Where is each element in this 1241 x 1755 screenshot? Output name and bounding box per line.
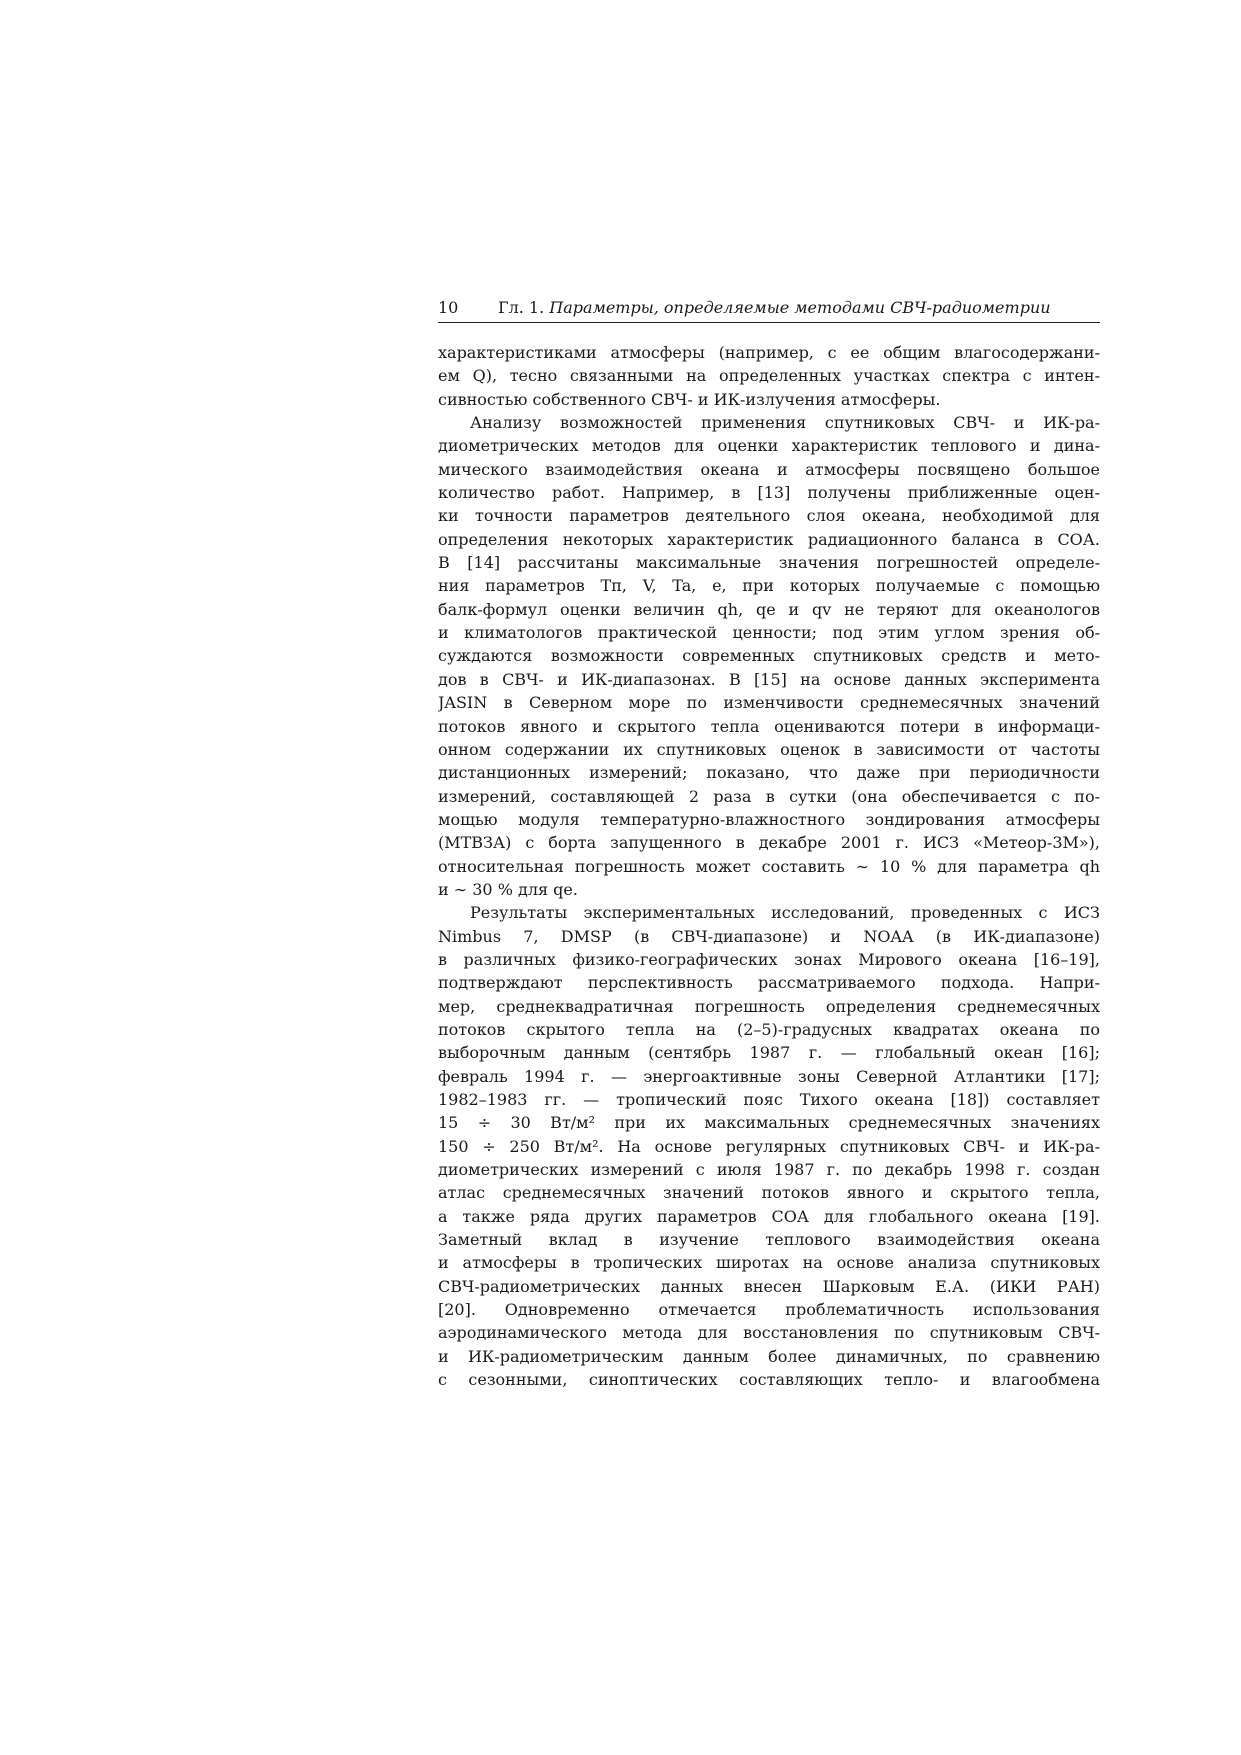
chapter-heading — [498, 296, 1051, 320]
text-line: суждаются возможности современных спутниковых средств и мето- — [438, 646, 1100, 666]
chapter-prefix: Гл. 1. — [498, 298, 545, 317]
text-line: 15 ÷ 30 Вт/м² при их максимальных среднемесячных значениях — [438, 1113, 1100, 1133]
body-text — [438, 341, 1100, 1391]
text-line: СВЧ-радиометрических данных внесен Шарковым Е.А. (ИКИ РАН) — [438, 1276, 1100, 1296]
text-line: 150 ÷ 250 Вт/м². На основе регулярных спутниковых СВЧ- и ИК-ра- — [438, 1136, 1100, 1156]
text-line: потоков скрытого тепла на (2–5)-градусных квадратах океана по — [438, 1019, 1100, 1039]
text-line: диометрических методов для оценки характеристик теплового и дина- — [438, 436, 1100, 456]
text-line: и ИК-радиометрическим данным более динамичных, по сравнению — [438, 1346, 1100, 1366]
text-line: ем Q), тесно связанными на определенных участках спектра с интен- — [438, 366, 1100, 386]
text-line: определения некоторых характеристик радиационного баланса в СОА. — [438, 529, 1100, 549]
paragraph-1 — [438, 341, 1100, 411]
chapter-title: Параметры, определяемые методами СВЧ-радиометрии — [549, 298, 1051, 317]
text-line: ки точности параметров деятельного слоя океана, необходимой для — [438, 506, 1100, 526]
text-line: мощью модуля температурно-влажностного зондирования атмосферы — [438, 809, 1100, 829]
text-line: дистанционных измерений; показано, что даже при периодичности — [438, 763, 1100, 783]
text-line: мического взаимодействия океана и атмосферы посвящено большое — [438, 459, 1100, 479]
text-line: количество работ. Например, в [13] получены приближенные оцен- — [438, 483, 1100, 503]
text-line: относительная погрешность может составить ∼ 10 % для параметра qh — [438, 856, 1100, 876]
text-line: сивностью собственного СВЧ- и ИК-излучения атмосферы. — [438, 389, 941, 409]
book-page — [438, 296, 1100, 1391]
text-line: выборочным данным (сентябрь 1987 г. — глобальный океан [16]; — [438, 1043, 1100, 1063]
text-line: и ∼ 30 % для qe. — [438, 879, 578, 899]
text-line: диометрических измерений с июля 1987 г. по декабрь 1998 г. создан — [438, 1160, 1100, 1180]
text-line: и климатологов практической ценности; под этим углом зрения об- — [438, 623, 1100, 643]
text-line: балк-формул оценки величин qh, qe и qv не теряют для океанологов — [438, 599, 1100, 619]
page-number: 10 — [438, 298, 459, 317]
text-line: характеристиками атмосферы (например, с ее общим влагосодержани- — [438, 343, 1100, 362]
text-line: Анализу возможностей применения спутниковых СВЧ- и ИК-ра- — [470, 413, 1100, 433]
text-line: и атмосферы в тропических широтах на основе анализа спутниковых — [438, 1253, 1100, 1273]
text-line: дов в СВЧ- и ИК-диапазонах. В [15] на основе данных эксперимента — [438, 669, 1100, 689]
text-line: онном содержании их спутниковых оценок в зависимости от частоты — [438, 739, 1100, 759]
text-line: с сезонными, синоптических составляющих тепло- и влагообмена — [438, 1370, 1100, 1390]
paragraph-2 — [438, 411, 1100, 901]
text-line: аэродинамического метода для восстановления по спутниковым СВЧ- — [438, 1323, 1100, 1343]
text-line: февраль 1994 г. — энергоактивные зоны Северной Атлантики [17]; — [438, 1066, 1100, 1086]
text-line: измерений, составляющей 2 раза в сутки (она обеспечивается с по- — [438, 786, 1100, 806]
text-line: В [14] рассчитаны максимальные значения погрешностей определе- — [438, 553, 1100, 573]
running-head — [438, 296, 1100, 323]
paragraph-3 — [438, 901, 1100, 1391]
text-line: (МТВЗА) с борта запущенного в декабре 2001 г. ИСЗ «Метеор-3М»), — [438, 833, 1100, 853]
text-line: в различных физико-географических зонах Мирового океана [16–19], — [438, 949, 1100, 969]
text-line: мер, среднеквадратичная погрешность определения среднемесячных — [438, 996, 1100, 1016]
text-line: ния параметров Tп, V, Ta, e, при которых получаемые с помощью — [438, 576, 1100, 596]
text-line: Nimbus 7, DMSP (в СВЧ-диапазоне) и NOAA (в ИК-диапазоне) — [438, 926, 1100, 946]
text-line: подтверждают перспективность рассматриваемого подхода. Напри- — [438, 973, 1100, 993]
text-line: потоков явного и скрытого тепла оцениваются потери в информаци- — [438, 716, 1100, 736]
text-line: Заметный вклад в изучение теплового взаимодействия океана — [438, 1230, 1100, 1250]
text-line: JASIN в Северном море по изменчивости среднемесячных значений — [438, 693, 1100, 713]
text-line: 1982–1983 гг. — тропический пояс Тихого океана [18]) составляет — [438, 1090, 1100, 1109]
text-line: [20]. Одновременно отмечается проблематичность использования — [438, 1300, 1100, 1320]
text-line: атлас среднемесячных значений потоков явного и скрытого тепла, — [438, 1183, 1100, 1203]
text-line: Результаты экспериментальных исследований, проведенных с ИСЗ — [470, 903, 1100, 923]
text-line: а также ряда других параметров СОА для глобального океана [19]. — [438, 1206, 1100, 1226]
